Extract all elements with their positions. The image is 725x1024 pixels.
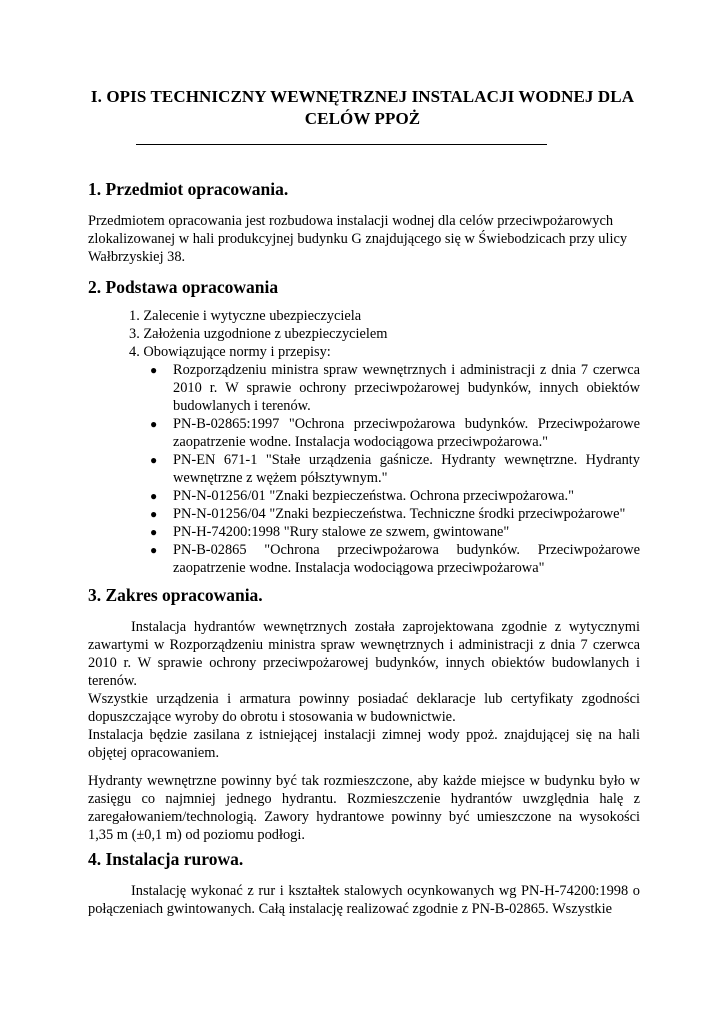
bullet-icon: ●: [150, 453, 158, 467]
bullet-item: [150, 541, 640, 577]
list-item: 4. Obowiązujące normy i przepisy:: [129, 344, 331, 360]
section-paragraph: Instalację wykonać z rur i kształtek stalowych ocynkowanych wg PN-H-74200:1998 o połączeniach gwintowanych. Całą instalację realizować zgodnie z PN-B-02865. Wszystkie: [88, 883, 640, 917]
bullet-text: PN-N-01256/01 "Znaki bezpieczeństwa. Ochrona przeciwpożarowa.": [173, 488, 574, 504]
bullet-text: PN-B-02865 "Ochrona przeciwpożarowa budynków. Przeciwpożarowe zaopatrzenie wodne. Instalacja wodociągowa przeciwpożarowa": [173, 542, 640, 576]
document-title: I. OPIS TECHNICZNY WEWNĘTRZNEJ INSTALACJI WODNEJ DLA CELÓW PPOŻ: [90, 87, 635, 128]
section-paragraph: Instalacja hydrantów wewnętrznych została zaprojektowana zgodnie z wytycznymi zawartymi w Rozporządzeniu ministra spraw wewnętrznych i administracji z dnia 7 czerwca 2010 r. W sprawie ochrony przeciwpożarowej budynków, innych obiektów budowlanych i terenów.: [88, 619, 640, 689]
bullet-item: [150, 415, 640, 451]
bullet-item: [150, 523, 640, 541]
section-paragraph: Instalacja będzie zasilana z istniejącej instalacji zimnej wody ppoż. znajdującej się na hali objętej opracowaniem.: [88, 727, 640, 761]
bullet-text: PN-B-02865:1997 "Ochrona przeciwpożarowa budynków. Przeciwpożarowe zaopatrzenie wodne. Instalacja wodociągowa przeciwpożarowa.": [173, 416, 640, 450]
bullet-text: PN-H-74200:1998 "Rury stalowe ze szwem, gwintowane": [173, 524, 510, 540]
section-paragraph: Przedmiotem opracowania jest rozbudowa instalacji wodnej dla celów przeciwpożarowych zlokalizowanej w hali produkcyjnej budynku G znajdującego się w Świebodzicach przy ulicy Wałbrzyskiej 38.: [88, 213, 628, 265]
bullet-icon: ●: [150, 363, 158, 377]
bullet-text: PN-N-01256/04 "Znaki bezpieczeństwa. Techniczne środki przeciwpożarowe": [173, 506, 626, 522]
bullet-item: [150, 361, 640, 415]
bullet-text: PN-EN 671-1 "Stałe urządzenia gaśnicze. Hydranty wewnętrzne. Hydranty wewnętrzne z wężem półsztywnym.": [173, 452, 640, 486]
standards-bullet-list: [150, 361, 640, 577]
title-underline: [136, 144, 547, 145]
bullet-item: [150, 505, 640, 523]
section-heading: 2. Podstawa opracowania: [88, 277, 279, 297]
section-paragraph: Hydranty wewnętrzne powinny być tak rozmieszczone, aby każde miejsce w budynku było w zasięgu co najmniej jednego hydrantu. Rozmieszczenie hydrantów uwzględnia halę z zaregałowaniem/technologią. Zawory hydrantowe powinny być umieszczone na wysokości 1,35 m (±0,1 m) od poziomu podłogi.: [88, 773, 640, 843]
bullet-icon: ●: [150, 417, 158, 431]
bullet-item: [150, 487, 640, 505]
section-paragraph: Wszystkie urządzenia i armatura powinny posiadać deklaracje lub certyfikaty zgodności dopuszczające wyroby do obrotu i stosowania w budownictwie.: [88, 691, 640, 725]
list-item: 3. Założenia uzgodnione z ubezpieczycielem: [129, 326, 388, 342]
section-heading: 4. Instalacja rurowa.: [88, 849, 244, 869]
bullet-item: [150, 451, 640, 487]
numbered-list: [129, 307, 388, 361]
bullet-icon: ●: [150, 507, 158, 521]
bullet-icon: ●: [150, 489, 158, 503]
bullet-icon: ●: [150, 525, 158, 539]
bullet-icon: ●: [150, 543, 158, 557]
list-item: 1. Zalecenie i wytyczne ubezpieczyciela: [129, 308, 362, 324]
section-heading: 3. Zakres opracowania.: [88, 585, 263, 605]
section-heading: 1. Przedmiot opracowania.: [88, 179, 289, 199]
bullet-text: Rozporządzeniu ministra spraw wewnętrznych i administracji z dnia 7 czerwca 2010 r. W sprawie ochrony przeciwpożarowej budynków, innych obiektów budowlanych i terenów.: [173, 362, 640, 414]
